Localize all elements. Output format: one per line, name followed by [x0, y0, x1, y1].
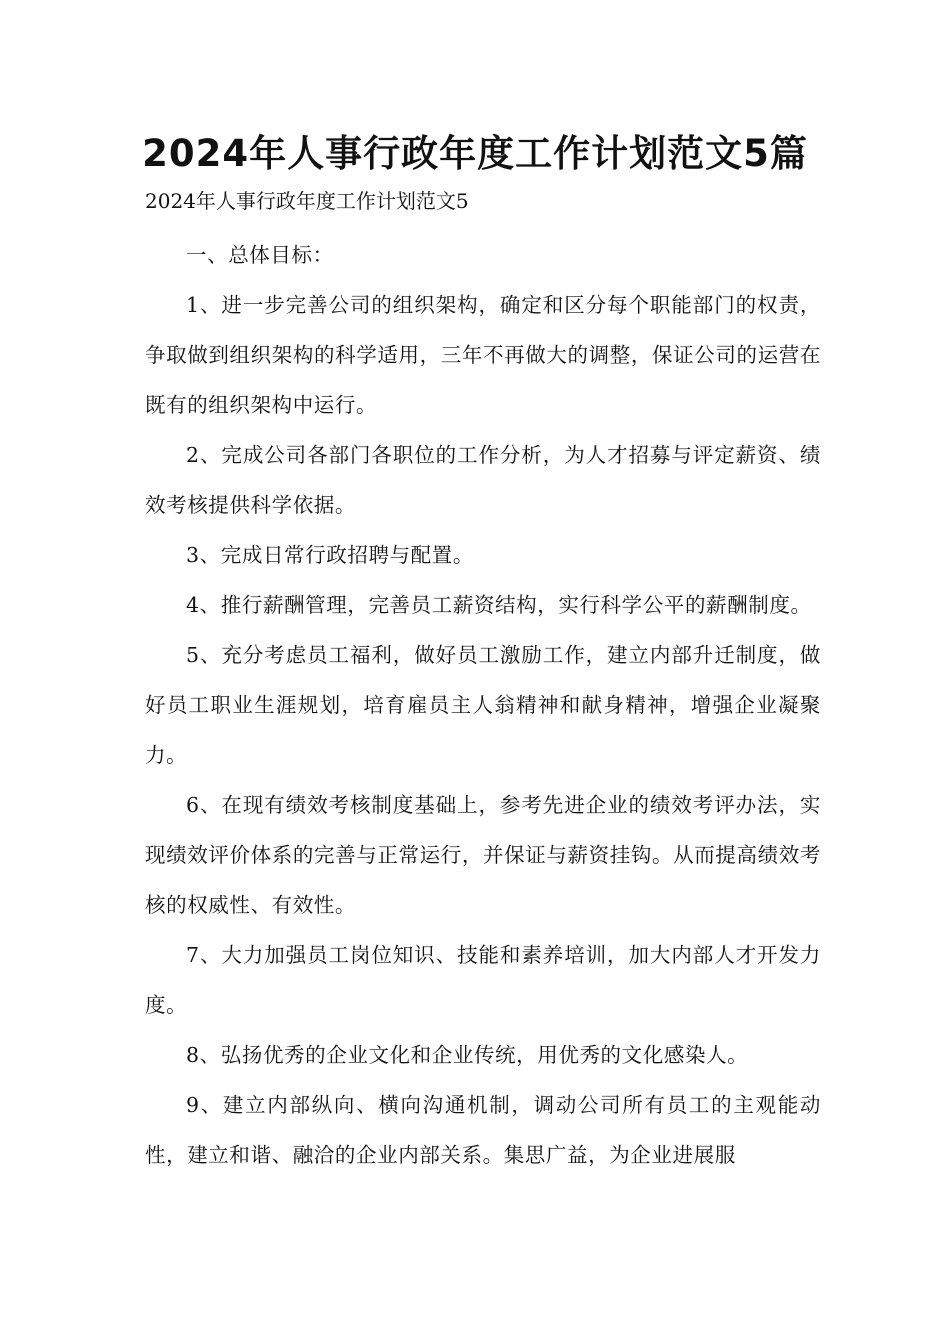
paragraph-item-9: 9、建立内部纵向、横向沟通机制，调动公司所有员工的主观能动性，建立和谐、融洽的企业内部关系。集思广益，为企业进展服	[145, 1093, 821, 1167]
paragraph-item-8: 8、弘扬优秀的企业文化和企业传统，用优秀的文化感染人。	[186, 1043, 749, 1067]
paragraph-item-5: 5、充分考虑员工福利，做好员工激励工作，建立内部升迁制度，做好员工职业生涯规划，培育雇员主人翁精神和献身精神，增强企业凝聚力。	[145, 643, 821, 767]
paragraph-item-4: 4、推行薪酬管理，完善员工薪资结构，实行科学公平的薪酬制度。	[186, 593, 812, 617]
paragraph-item-2: 2、完成公司各部门各职位的工作分析，为人才招募与评定薪资、绩效考核提供科学依据。	[145, 443, 821, 517]
document-subtitle: 2024年人事行政年度工作计划范文5	[145, 189, 469, 213]
paragraph-section-heading: 一、总体目标：	[186, 243, 334, 267]
paragraph-item-7: 7、大力加强员工岗位知识、技能和素养培训，加大内部人才开发力度。	[145, 943, 821, 1017]
paragraph-item-6: 6、在现有绩效考核制度基础上，参考先进企业的绩效考评办法，实现绩效评价体系的完善与正常运行，并保证与薪资挂钩。从而提高绩效考核的权威性、有效性。	[145, 793, 821, 917]
paragraph-item-1: 1、进一步完善公司的组织架构，确定和区分每个职能部门的权责，争取做到组织架构的科学适用，三年不再做大的调整，保证公司的运营在既有的组织架构中运行。	[145, 293, 821, 417]
document-title: 2024年人事行政年度工作计划范文5篇	[142, 132, 808, 175]
document-body	[145, 230, 821, 1180]
paragraph-item-3: 3、完成日常行政招聘与配置。	[186, 543, 474, 567]
